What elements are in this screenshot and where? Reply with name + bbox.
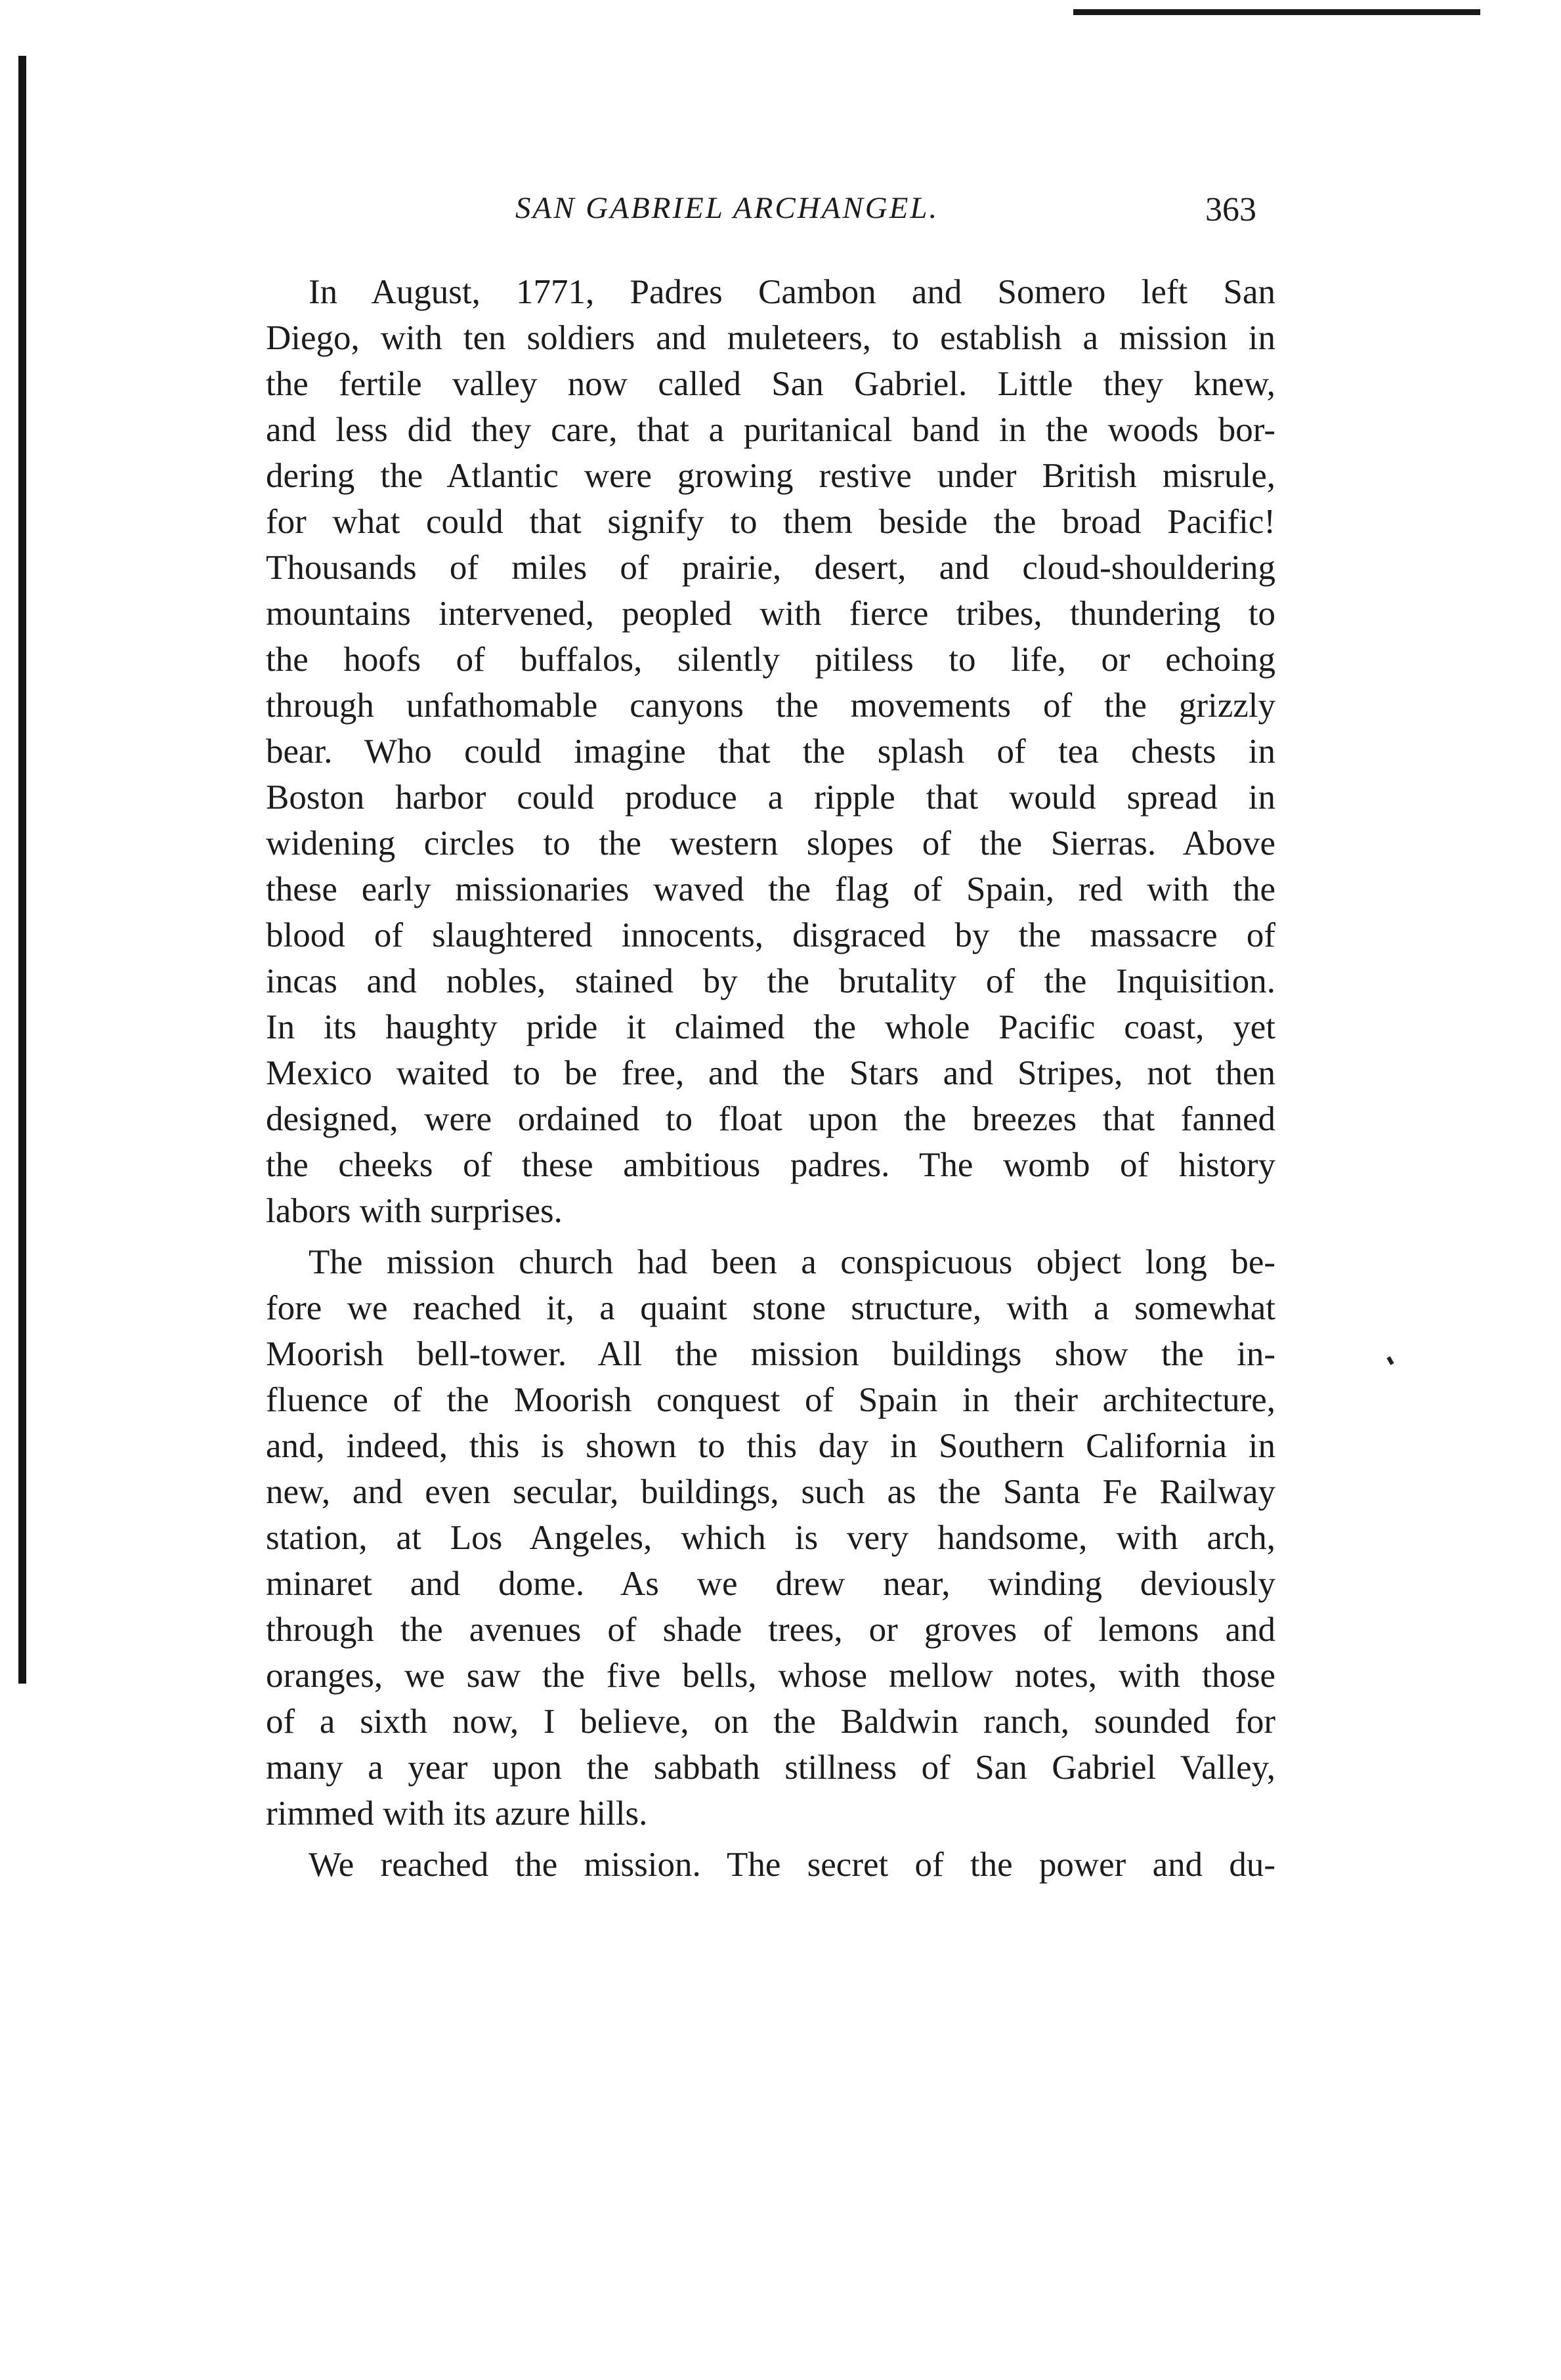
text-line: mountains intervened, peopled with fierce tribes, thundering to xyxy=(266,595,1275,633)
text-line: of a sixth now, I believe, on the Baldwin ranch, sounded for xyxy=(266,1703,1275,1741)
text-line: fore we reached it, a quaint stone structure, with a somewhat xyxy=(266,1289,1275,1327)
text-line: fluence of the Moorish conquest of Spain in their architecture, xyxy=(266,1381,1275,1419)
page-edge-shadow xyxy=(18,56,26,1684)
text-line: labors with surprises. xyxy=(266,1192,563,1230)
text-line: Moorish bell-tower. All the mission buildings show the in- xyxy=(266,1335,1275,1373)
top-rule xyxy=(1073,9,1480,15)
text-line: bear. Who could imagine that the splash of tea chests in xyxy=(266,733,1275,771)
page-number: 363 xyxy=(1205,191,1256,228)
text-line: and less did they care, that a puritanical band in the woods bor- xyxy=(266,411,1275,449)
text-line: Mexico waited to be free, and the Stars and Stripes, not then xyxy=(266,1054,1275,1092)
text-line: The mission church had been a conspicuous object long be- xyxy=(309,1243,1275,1281)
text-line: Thousands of miles of prairie, desert, and cloud-shouldering xyxy=(266,549,1275,587)
text-line: blood of slaughtered innocents, disgraced by the massacre of xyxy=(266,916,1275,954)
text-line: We reached the mission. The secret of the power and du- xyxy=(309,1846,1275,1884)
text-line: for what could that signify to them beside the broad Pacific! xyxy=(266,503,1275,541)
text-line: In August, 1771, Padres Cambon and Somero left San xyxy=(309,273,1275,311)
text-line: In its haughty pride it claimed the whole Pacific coast, yet xyxy=(266,1008,1275,1046)
text-line: Boston harbor could produce a ripple that would spread in xyxy=(266,778,1275,817)
text-line: these early missionaries waved the flag of Spain, red with the xyxy=(266,870,1275,908)
text-line: Diego, with ten soldiers and muleteers, to establish a mission in xyxy=(266,319,1275,357)
text-line: and, indeed, this is shown to this day in Southern California in xyxy=(266,1427,1275,1465)
text-line: many a year upon the sabbath stillness of San Gabriel Valley, xyxy=(266,1749,1275,1787)
text-line: station, at Los Angeles, which is very handsome, with arch, xyxy=(266,1519,1275,1557)
text-line: the cheeks of these ambitious padres. The womb of history xyxy=(266,1146,1275,1184)
text-line: minaret and dome. As we drew near, winding deviously xyxy=(266,1565,1275,1603)
stray-ink-mark xyxy=(1386,1356,1394,1365)
text-line: widening circles to the western slopes of the Sierras. Above xyxy=(266,824,1275,862)
text-line: through the avenues of shade trees, or groves of lemons and xyxy=(266,1611,1275,1649)
text-line: oranges, we saw the five bells, whose mellow notes, with those xyxy=(266,1657,1275,1695)
text-line: incas and nobles, stained by the brutality of the Inquisition. xyxy=(266,962,1275,1000)
text-line: through unfathomable canyons the movements of the grizzly xyxy=(266,687,1275,725)
text-line: the fertile valley now called San Gabriel. Little they knew, xyxy=(266,365,1275,403)
text-line: dering the Atlantic were growing restive under British misrule, xyxy=(266,457,1275,495)
text-line: new, and even secular, buildings, such as the Santa Fe Railway xyxy=(266,1473,1275,1511)
text-line: designed, were ordained to float upon the breezes that fanned xyxy=(266,1100,1275,1138)
running-head: SAN GABRIEL ARCHANGEL. xyxy=(515,191,939,225)
text-line: rimmed with its azure hills. xyxy=(266,1795,648,1833)
text-line: the hoofs of buffalos, silently pitiless to life, or echoing xyxy=(266,641,1275,679)
